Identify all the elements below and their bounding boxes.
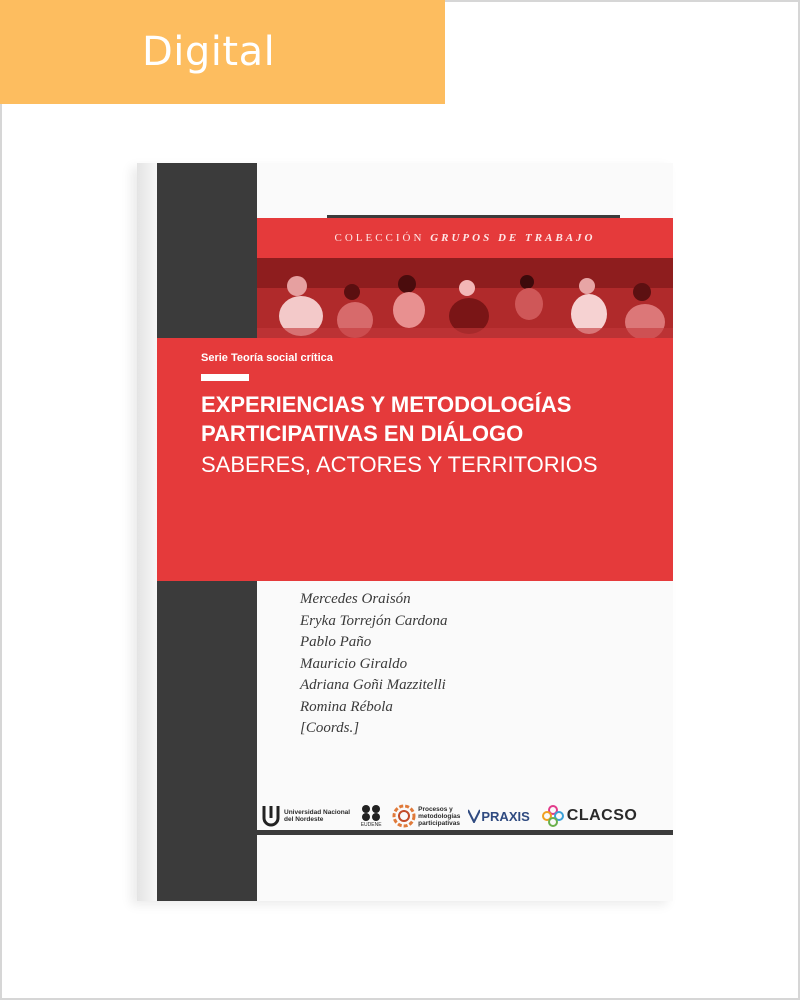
title-line-1: EXPERIENCIAS Y METODOLOGÍAS [201, 392, 572, 417]
clacso-emblem-icon [542, 805, 564, 827]
procesos-logo: Procesos y metodologías participativas [392, 804, 460, 828]
series-label: Serie Teoría social crítica [201, 352, 333, 364]
format-badge [0, 0, 445, 104]
author-name: Adriana Goñi Mazzitelli [300, 677, 446, 693]
author-name: Romina Rébola [300, 698, 393, 715]
unne-emblem-icon [261, 804, 281, 828]
cover-bottom-bar [257, 830, 673, 835]
format-badge-label: Digital [142, 29, 276, 75]
praxis-emblem-icon [468, 809, 480, 823]
cover-spine-shadow [137, 163, 157, 901]
author-name: Eryka Torrejón Cardona [300, 612, 448, 629]
author-name: Mercedes Oraisón [300, 591, 411, 607]
unne-logo: Universidad Nacional del Nordeste [261, 804, 350, 828]
title-block [157, 338, 673, 581]
book-subtitle: SABERES, ACTORES Y TERRITORIOS [201, 452, 598, 477]
clacso-logo: CLACSO [542, 805, 638, 827]
eudene-emblem-icon [360, 804, 382, 822]
collection-label: COLECCIÓN GRUPOS DE TRABAJO [334, 232, 596, 244]
author-list [300, 589, 448, 740]
praxis-logo: PRAXIS [468, 809, 529, 824]
coordinators-note: [Coords.] [300, 720, 360, 736]
book-cover[interactable] [137, 163, 673, 901]
title-dash [201, 374, 249, 381]
cover-photo-image [257, 258, 673, 338]
book-title [201, 390, 671, 448]
eudene-logo: EUDENE [360, 804, 382, 829]
collection-header [257, 218, 673, 258]
author-name: Mauricio Giraldo [300, 655, 408, 672]
title-line-2: PARTICIPATIVAS EN DIÁLOGO [201, 421, 524, 446]
author-name: Pablo Paño [300, 634, 372, 650]
cover-photo [257, 258, 673, 338]
procesos-ring-icon [392, 804, 416, 828]
